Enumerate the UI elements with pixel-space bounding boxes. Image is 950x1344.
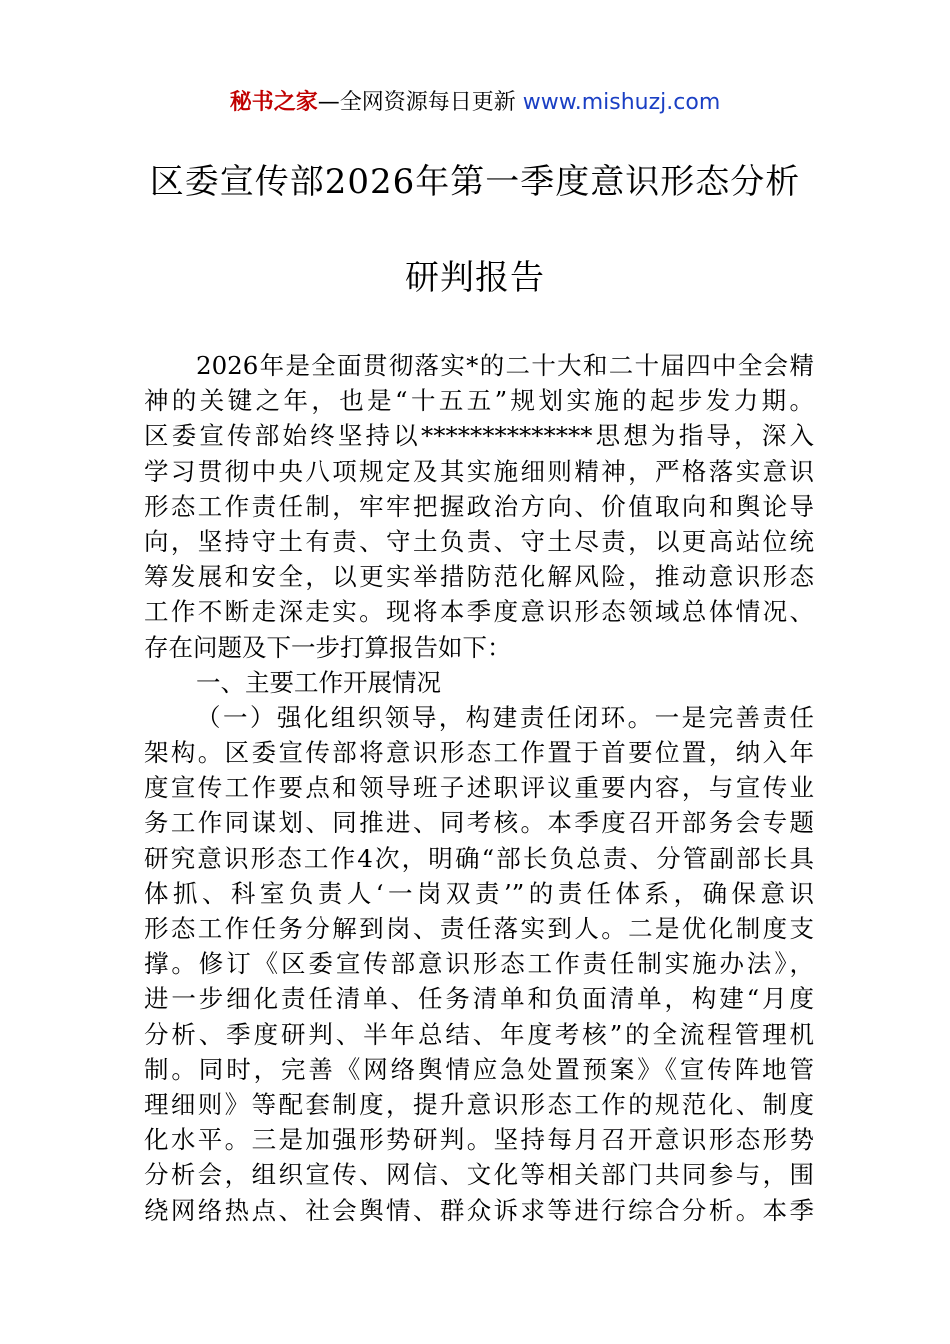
- body-line: 工作不断走深走实。现将本季度意识形态领域总体情况、: [144, 597, 814, 627]
- body-line: 研究意识形态工作4次，明确“部长负总责、分管副部长具: [144, 843, 814, 873]
- body-line: 撑。修订《区委宣传部意识形态工作责任制实施办法》，: [144, 949, 814, 979]
- body-line: 度宣传工作要点和领导班子述职评议重要内容，与宣传业: [144, 773, 814, 803]
- body-line: 分析、季度研判、半年总结、年度考核”的全流程管理机: [144, 1019, 814, 1049]
- body-line: 务工作同谋划、同推进、同考核。本季度召开部务会专题: [144, 808, 814, 838]
- body-line: 存在问题及下一步打算报告如下：: [144, 632, 512, 662]
- body-line: 架构。区委宣传部将意识形态工作置于首要位置，纳入年: [144, 738, 814, 768]
- document-title-line-2: 研判报告: [405, 258, 545, 298]
- site-brand: 秘书之家: [229, 90, 318, 115]
- body-line: （一）强化组织领导，构建责任闭环。一是完善责任: [196, 702, 814, 732]
- site-header: [0, 86, 950, 120]
- site-tagline: —全网资源每日更新: [317, 90, 516, 115]
- body-line: 形态工作任务分解到岗、责任落实到人。二是优化制度支: [144, 914, 814, 943]
- site-url-link[interactable]: www.mishuzj.com: [522, 90, 721, 115]
- body-line: 向，坚持守土有责、守土负责、守土尽责，以更高站位统: [144, 526, 814, 556]
- body-line: 体抓、科室负责人‘一岗双责’”的责任体系，确保意识: [144, 878, 814, 908]
- section-heading: 一、主要工作开展情况: [196, 667, 441, 697]
- body-line: 区委宣传部始终坚持以**************思想为指导，深入: [144, 421, 814, 451]
- body-line: 理细则》等配套制度，提升意识形态工作的规范化、制度: [144, 1089, 814, 1119]
- body-line: 筹发展和安全，以更实举措防范化解风险，推动意识形态: [144, 562, 814, 592]
- body-line: 制。同时，完善《网络舆情应急处置预案》《宣传阵地管: [144, 1054, 814, 1084]
- body-line: 绕网络热点、社会舆情、群众诉求等进行综合分析。本季: [144, 1195, 814, 1225]
- body-line: 2026年是全面贯彻落实*的二十大和二十届四中全会精: [196, 351, 814, 380]
- document-title-line-1: 区委宣传部2026年第一季度意识形态分析: [149, 162, 801, 202]
- body-line: 神的关键之年，也是“十五五”规划实施的起步发力期。: [144, 386, 814, 416]
- body-line: 分析会，组织宣传、网信、文化等相关部门共同参与，围: [144, 1160, 814, 1190]
- body-line: 进一步细化责任清单、任务清单和负面清单，构建“月度: [144, 984, 814, 1014]
- document-body: [144, 348, 814, 1228]
- body-line: 化水平。三是加强形势研判。坚持每月召开意识形态形势: [144, 1125, 814, 1155]
- body-line: 形态工作责任制，牢牢把握政治方向、价值取向和舆论导: [144, 491, 814, 521]
- body-line: 学习贯彻中央八项规定及其实施细则精神，严格落实意识: [144, 456, 814, 486]
